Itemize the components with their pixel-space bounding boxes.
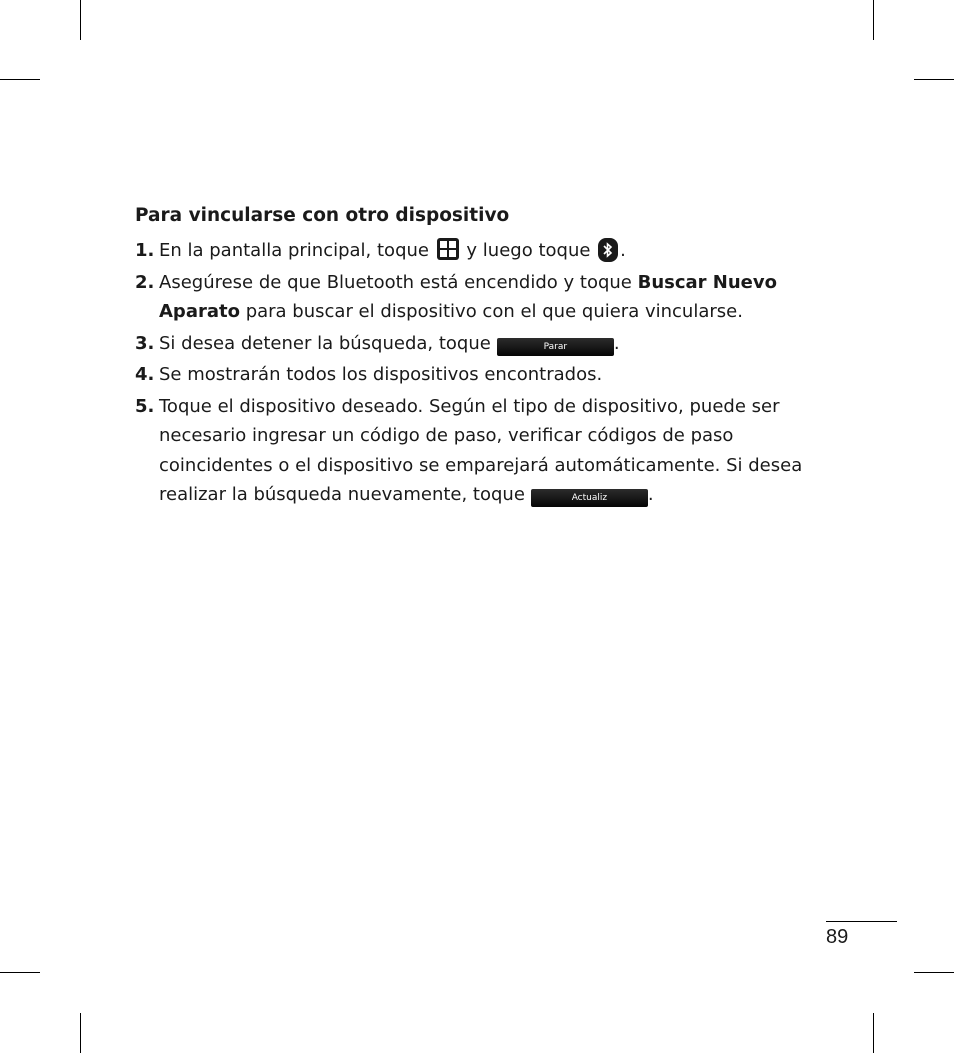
crop-mark bbox=[873, 1013, 874, 1053]
step-1 bbox=[135, 236, 825, 266]
crop-mark bbox=[80, 0, 81, 40]
step-text: y luego toque bbox=[460, 240, 597, 261]
crop-mark bbox=[914, 79, 954, 80]
page-number: 89 bbox=[826, 926, 849, 948]
step-number: 4. bbox=[135, 364, 155, 385]
apps-grid-icon bbox=[437, 238, 459, 260]
step-text: Asegúrese de que Bluetooth está encendido y toque bbox=[159, 271, 638, 293]
page-number-rule bbox=[826, 921, 897, 922]
step-2 bbox=[135, 268, 825, 327]
step-text: Toque el dispositivo deseado. Según el tipo de dispositivo, puede ser necesario ingresar un código de paso, verificar códigos de paso coincidentes o el dispositivo se emparejará automáticamente. Si desea realizar la búsqueda nuevamente, toque bbox=[159, 395, 803, 505]
step-bold-text: Buscar Nuevo Aparato bbox=[159, 271, 777, 322]
step-text: para buscar el dispositivo con el que quiera vincularse. bbox=[239, 301, 743, 322]
bluetooth-icon bbox=[598, 238, 618, 262]
crop-mark bbox=[0, 972, 40, 973]
step-3 bbox=[135, 329, 825, 359]
crop-mark bbox=[914, 972, 954, 973]
step-5 bbox=[135, 392, 825, 510]
section-heading: Para vincularse con otro dispositivo bbox=[135, 205, 510, 226]
refresh-button[interactable]: Actualiz bbox=[531, 489, 648, 507]
crop-mark bbox=[0, 79, 40, 80]
step-text: . bbox=[613, 332, 620, 354]
step-text: Se mostrarán todos los dispositivos encontrados. bbox=[159, 364, 603, 385]
stop-button[interactable]: Parar bbox=[497, 338, 614, 356]
step-text: . bbox=[620, 240, 626, 261]
crop-mark bbox=[873, 0, 874, 40]
step-number: 5. bbox=[135, 395, 155, 417]
crop-mark bbox=[80, 1013, 81, 1053]
steps-list bbox=[135, 236, 825, 510]
step-number: 2. bbox=[135, 271, 155, 293]
step-text: En la pantalla principal, toque bbox=[159, 240, 435, 261]
instructions bbox=[135, 202, 825, 512]
step-text: Si desea detener la búsqueda, toque bbox=[159, 332, 491, 354]
step-4 bbox=[135, 360, 825, 390]
step-number: 3. bbox=[135, 332, 155, 354]
step-number: 1. bbox=[135, 240, 155, 261]
step-text: . bbox=[647, 484, 654, 505]
